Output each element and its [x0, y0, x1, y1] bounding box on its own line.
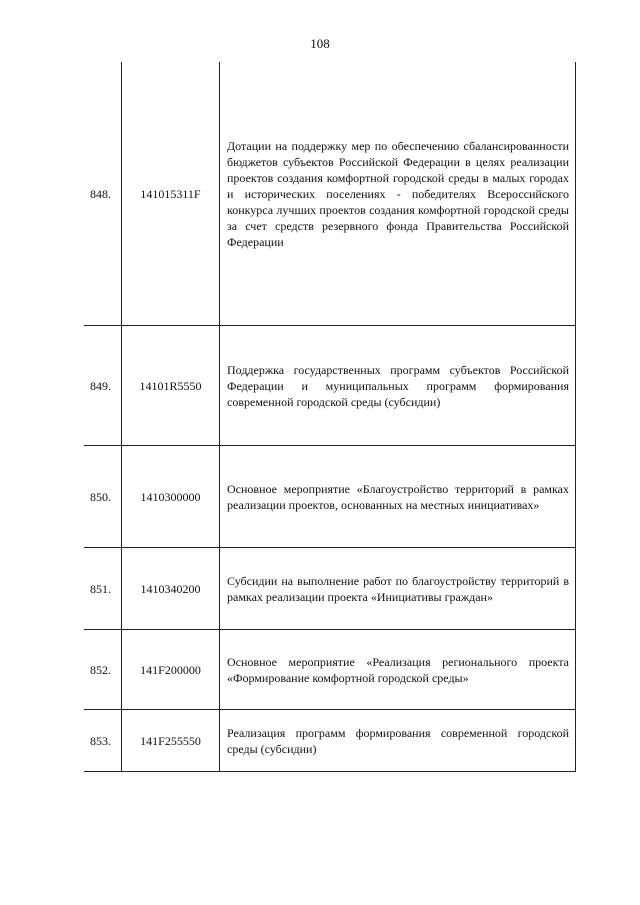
page-number: 108 — [310, 36, 330, 51]
row-number: 852. — [84, 630, 122, 709]
table-row — [84, 62, 576, 326]
row-description — [220, 630, 576, 709]
row-description — [220, 326, 576, 445]
row-description-text: Субсидии на выполнение работ по благоустройству территорий в рамках реализации проекта «Инициативы граждан» — [227, 573, 569, 604]
row-number: 850. — [84, 446, 122, 547]
budget-code: 141F255550 — [122, 710, 220, 771]
row-description-text: Реализация программ формирования современной городской среды (субсидии) — [227, 725, 569, 756]
row-description — [220, 62, 576, 325]
row-description-text: Дотации на поддержку мер по обеспечению сбалансированности бюджетов субъектов Российской Федерации в целях реализации проектов создания комфортной городской среды в малых городах и исторических поселениях - победителях Всероссийского конкурса лучших проектов создания комфортной городской среды за счет средств резервного фонда Правительства Российской Федерации — [227, 138, 569, 249]
row-number: 848. — [84, 62, 122, 325]
row-number: 849. — [84, 326, 122, 445]
table-row — [84, 548, 576, 630]
budget-code: 141015311F — [122, 62, 220, 325]
row-description-text: Основное мероприятие «Реализация регионального проекта «Формирование комфортной городской среды» — [227, 654, 569, 685]
table-row — [84, 326, 576, 446]
budget-code: 1410300000 — [122, 446, 220, 547]
row-description-text: Основное мероприятие «Благоустройство территорий в рамках реализации проектов, основанных на местных инициативах» — [227, 481, 569, 512]
row-description — [220, 548, 576, 629]
table-row — [84, 630, 576, 710]
budget-code: 14101R5550 — [122, 326, 220, 445]
row-description-text: Поддержка государственных программ субъектов Российской Федерации и муниципальных программ формирования современной городской среды (субсидии) — [227, 362, 569, 409]
row-number: 853. — [84, 710, 122, 771]
table-row — [84, 446, 576, 548]
row-description — [220, 446, 576, 547]
table-row — [84, 710, 576, 772]
budget-code: 141F200000 — [122, 630, 220, 709]
row-number: 851. — [84, 548, 122, 629]
row-description — [220, 710, 576, 771]
budget-codes-table — [84, 62, 576, 772]
budget-code: 1410340200 — [122, 548, 220, 629]
